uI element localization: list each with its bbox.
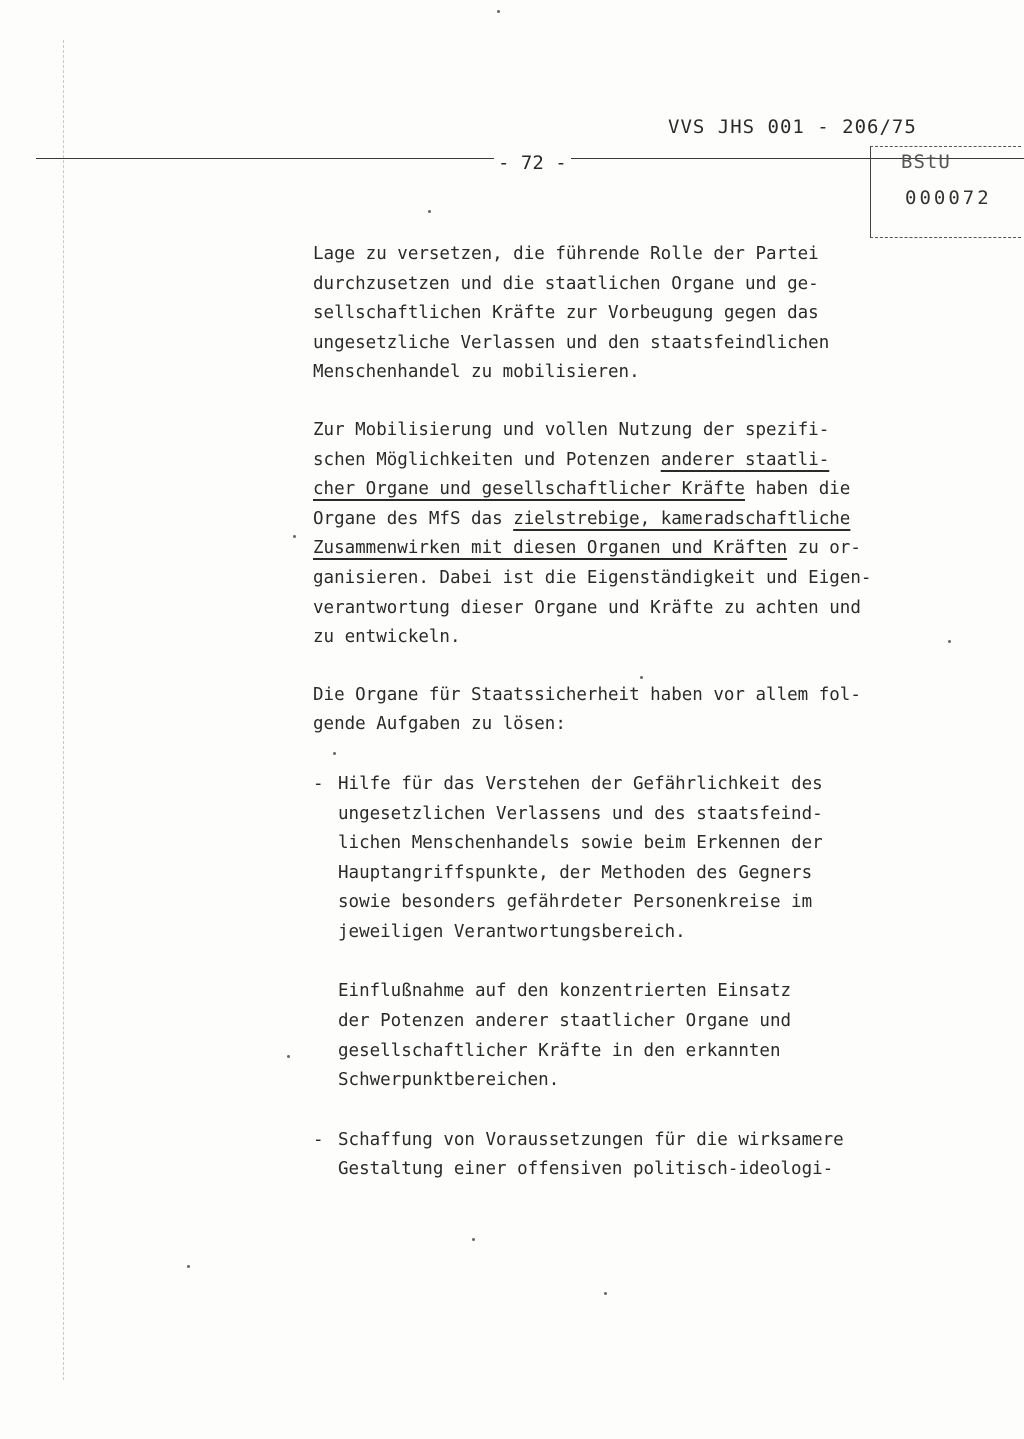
text-line: ungesetzlichen Verlassens und des staatsfeind- bbox=[338, 803, 823, 824]
bullet-dash: - bbox=[313, 773, 324, 794]
text-line: der Potenzen anderer staatlicher Organe und bbox=[338, 1011, 792, 1032]
paragraph-4 bbox=[313, 977, 973, 1095]
scan-speck bbox=[187, 1265, 190, 1268]
text-line: lichen Menschenhandels sowie beim Erkennen der bbox=[338, 833, 823, 854]
archive-stamp bbox=[870, 146, 1021, 238]
underlined-text: cher Organe und gesellschaftlicher Kräfte bbox=[313, 479, 745, 500]
text-line bbox=[313, 475, 973, 505]
scan-speck bbox=[497, 10, 500, 13]
text-line bbox=[313, 534, 973, 564]
text-line: jeweiligen Verantwortungsbereich. bbox=[338, 921, 686, 942]
text-line: Die Organe für Staatssicherheit haben vor allem fol- bbox=[313, 684, 861, 705]
text-line: Hauptangriffspunkte, der Methoden des Gegners bbox=[338, 862, 813, 883]
text-line: durchzusetzen und die staatlichen Organe und ge- bbox=[313, 273, 819, 294]
text-line: ungesetzliche Verlassen und den staatsfeindlichen bbox=[313, 332, 830, 353]
text-line: Lage zu versetzen, die führende Rolle der Partei bbox=[313, 244, 819, 264]
text-segment: Organe des MfS das bbox=[313, 508, 514, 529]
underlined-text: anderer staatli- bbox=[660, 449, 830, 470]
bullet-dash: - bbox=[313, 1129, 324, 1150]
text-segment: schen Möglichkeiten und Potenzen bbox=[313, 449, 661, 470]
text-line: Zur Mobilisierung und vollen Nutzung der spezifi- bbox=[313, 419, 830, 440]
stamp-title: BStU bbox=[901, 151, 951, 173]
text-line: Hilfe für das Verstehen der Gefährlichkeit des bbox=[338, 773, 823, 794]
text-line bbox=[313, 446, 973, 476]
document-body bbox=[313, 240, 973, 1185]
text-line: ganisieren. Dabei ist die Eigenständigkeit und Eigen- bbox=[313, 567, 872, 588]
page-number: - 72 - bbox=[494, 152, 571, 174]
text-line: zu entwickeln. bbox=[313, 627, 461, 648]
text-segment: zu or- bbox=[787, 538, 861, 559]
margin-scan-marks bbox=[63, 40, 64, 1380]
scan-speck bbox=[287, 1055, 290, 1058]
underlined-text: zielstrebige, kameradschaftliche bbox=[513, 508, 851, 529]
paragraph-3 bbox=[313, 681, 973, 740]
text-line: Schwerpunktbereichen. bbox=[338, 1070, 560, 1091]
text-line: verantwortung dieser Organe und Kräfte zu achten und bbox=[313, 597, 861, 618]
text-line: sellschaftlichen Kräfte zur Vorbeugung gegen das bbox=[313, 303, 819, 324]
bullet-item-1 bbox=[313, 770, 973, 948]
underlined-text: Zusammenwirken mit diesen Organen und Kräften bbox=[313, 538, 788, 559]
text-line: Einflußnahme auf den konzentrierten Einsatz bbox=[338, 981, 792, 1002]
scan-speck bbox=[604, 1292, 607, 1295]
text-line: Menschenhandel zu mobilisieren. bbox=[313, 362, 640, 383]
text-line: Schaffung von Voraussetzungen für die wirksamere bbox=[338, 1129, 844, 1150]
text-line: gende Aufgaben zu lösen: bbox=[313, 714, 566, 735]
scan-speck bbox=[472, 1238, 475, 1241]
paragraph-2 bbox=[313, 416, 973, 653]
document-reference: VVS JHS 001 - 206/75 bbox=[668, 116, 917, 138]
bullet-item-2 bbox=[313, 1126, 973, 1185]
text-segment: haben die bbox=[744, 479, 851, 500]
paragraph-1 bbox=[313, 240, 973, 388]
text-line: Gestaltung einer offensiven politisch-ideologi- bbox=[338, 1159, 834, 1180]
text-line: sowie besonders gefährdeter Personenkreise im bbox=[338, 892, 813, 913]
scan-speck bbox=[428, 210, 431, 213]
stamp-number: 000072 bbox=[905, 187, 992, 209]
text-line: gesellschaftlicher Kräfte in den erkannten bbox=[338, 1040, 781, 1061]
text-line bbox=[313, 505, 973, 535]
scan-speck bbox=[293, 535, 296, 538]
